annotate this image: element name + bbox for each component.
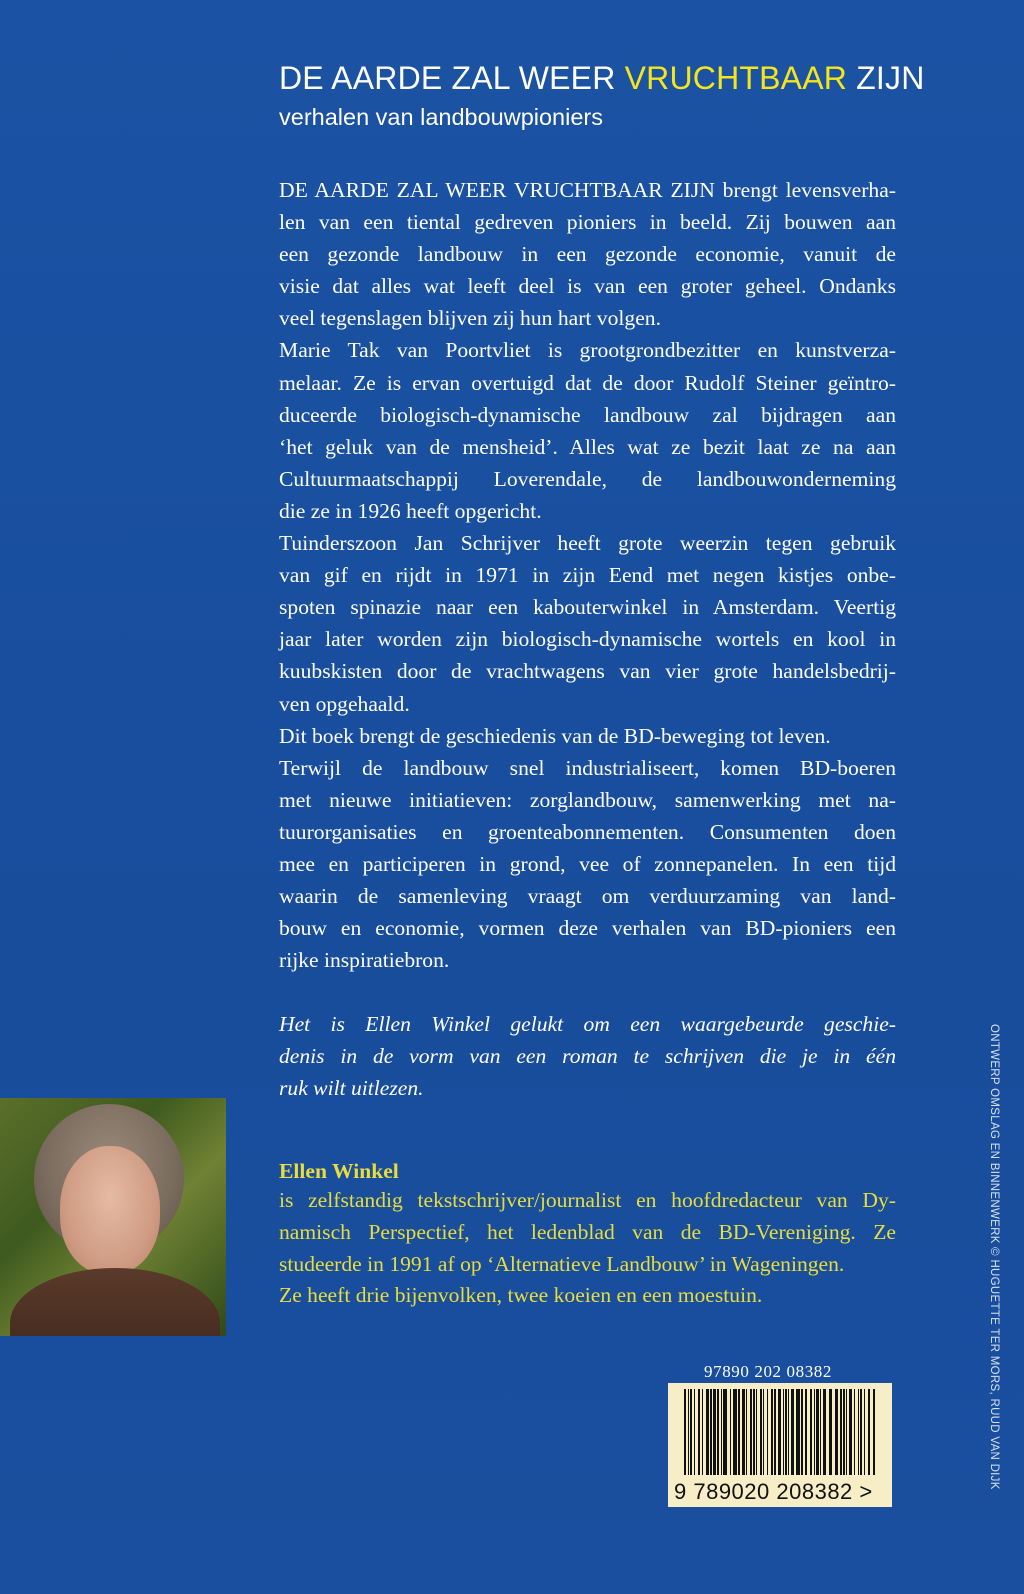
title-highlight: VRUCHTBAAR xyxy=(624,60,848,96)
barcode-bar xyxy=(823,1389,826,1475)
book-subtitle: verhalen van landbouwpioniers xyxy=(279,104,603,130)
barcode-bar xyxy=(730,1389,731,1475)
barcode-bar xyxy=(810,1389,812,1475)
bio-line: is zelfstandig tekstschrijver/journalist en hoofdredacteur van Dy- xyxy=(279,1188,896,1212)
barcode-bar xyxy=(814,1389,815,1475)
barcode-bar xyxy=(788,1389,789,1475)
blurb-line: DE AARDE ZAL WEER VRUCHTBAAR ZIJN brengt levensverha- xyxy=(279,178,896,202)
blurb-line: ven opgehaald. xyxy=(279,691,410,716)
barcode-bar xyxy=(829,1389,832,1475)
blurb-line: veel tegenslagen blijven zij hun hart volgen. xyxy=(279,306,661,331)
bio-line: studeerde in 1991 af op ‘Alternatieve Landbouw’ in Wageningen. xyxy=(279,1251,845,1276)
barcode-bar xyxy=(688,1389,689,1475)
barcode-bar xyxy=(710,1389,712,1475)
barcode-bar xyxy=(733,1389,737,1475)
blurb-line: waarin de samenleving vraagt om verduurzaming van land- xyxy=(279,884,896,909)
title-part1: DE AARDE ZAL WEER xyxy=(279,60,625,96)
barcode-bar xyxy=(835,1389,838,1475)
author-photo-face xyxy=(60,1146,160,1274)
barcode xyxy=(668,1383,892,1507)
barcode-bar xyxy=(771,1389,773,1475)
blurb-line: len van een tiental gedreven pioniers in beeld. Zij bouwen aan xyxy=(279,210,896,235)
blurb-line: spoten spinazie naar een kabouterwinkel in Amsterdam. Veertig xyxy=(279,595,896,620)
blurb-line: Tuinderszoon Jan Schrijver heeft grote weerzin tegen gebruik xyxy=(279,531,896,556)
blurb-line: die ze in 1926 heeft opgericht. xyxy=(279,498,542,523)
author-photo-sweater xyxy=(10,1268,220,1336)
book-title xyxy=(279,60,925,97)
quote-line: ruk wilt uitlezen. xyxy=(279,1076,424,1100)
barcode-isbn: 9 789020 208382 > xyxy=(674,1479,873,1504)
title-part2: ZIJN xyxy=(847,60,925,96)
barcode-bar xyxy=(721,1389,722,1475)
barcode-bar xyxy=(805,1389,807,1475)
barcode-bar xyxy=(767,1389,768,1475)
blurb-line: Terwijl de landbouw snel industrialiseert, komen BD-boeren xyxy=(279,755,896,780)
blurb-line: met nieuwe initiatieven: zorglandbouw, samenwerking met na- xyxy=(279,787,896,812)
blurb-line: kuubskisten door de vrachtwagens van vier grote handelsbedrij- xyxy=(279,659,896,684)
barcode-bar xyxy=(873,1389,875,1475)
barcode-bar xyxy=(756,1389,757,1475)
blurb-line: rijke inspiratiebron. xyxy=(279,948,450,973)
barcode-bar xyxy=(760,1389,762,1475)
author-photo xyxy=(0,1098,226,1336)
barcode-bar xyxy=(717,1389,719,1475)
barcode-bar xyxy=(783,1389,784,1475)
bio-line: Ze heeft drie bijenvolken, twee koeien en een moestuin. xyxy=(279,1283,763,1308)
blurb-line: ‘het geluk van de mensheid’. Alles wat ze bezit laat ze na aan xyxy=(279,434,896,459)
barcode-bar xyxy=(702,1389,703,1475)
barcode-bar xyxy=(868,1389,870,1475)
quote-line: Het is Ellen Winkel gelukt om een waargebeurde geschie- xyxy=(279,1012,896,1036)
blurb-line: duceerde biologisch-dynamische landbouw zal bijdragen aan xyxy=(279,402,896,427)
author-bio xyxy=(279,1185,896,1312)
blurb-line: jaar later worden zijn biologisch-dynamische wortels en kool in xyxy=(279,627,896,652)
barcode-bar xyxy=(750,1389,752,1475)
bio-line: namisch Perspectief, het ledenblad van de BD-Vereniging. Ze xyxy=(279,1219,896,1244)
barcode-bar xyxy=(694,1389,695,1475)
review-quote xyxy=(279,1008,896,1104)
barcode-bar xyxy=(723,1389,727,1475)
barcode-bar xyxy=(738,1389,740,1475)
blurb-line: Dit boek brengt de geschiedenis van de BD-beweging tot leven. xyxy=(279,723,831,748)
blurb-line: een gezonde landbouw in een gezonde economie, vanuit de xyxy=(279,242,896,267)
blurb-line: Cultuurmaatschappij Loverendale, de landbouwonderneming xyxy=(279,466,896,491)
blurb-line: melaar. Ze is ervan overtuigd dat de door Rudolf Steiner geïntro- xyxy=(279,370,896,395)
barcode-bar xyxy=(864,1389,865,1475)
design-credit: ONTWERP OMSLAG EN BINNENWERK © HUGUETTE TER MORS, RUUD VAN DIJK xyxy=(988,1024,1000,1490)
barcode-bar xyxy=(742,1389,745,1475)
barcode-bar xyxy=(698,1389,700,1475)
isbn-number: 97890 202 08382 xyxy=(704,1362,832,1381)
barcode-bar xyxy=(753,1389,755,1475)
blurb-text xyxy=(279,174,896,976)
barcode-bar xyxy=(774,1389,776,1475)
barcode-bar xyxy=(684,1389,686,1475)
blurb-line: tuurorganisaties en groenteabonnementen. Consumenten doen xyxy=(279,819,896,844)
barcode-bar xyxy=(816,1389,819,1475)
barcode-bar xyxy=(785,1389,787,1475)
barcode-bar xyxy=(690,1389,692,1475)
barcode-bar xyxy=(796,1389,800,1475)
barcode-bar xyxy=(820,1389,821,1475)
barcode-bar xyxy=(843,1389,845,1475)
blurb-line: mee en participeren in grond, vee of zonnepanelen. In een tijd xyxy=(279,851,896,876)
barcode-bar xyxy=(791,1389,794,1475)
barcode-bar xyxy=(763,1389,764,1475)
blurb-line: bouw en economie, vormen deze verhalen van BD-pioniers een xyxy=(279,916,896,941)
barcode-bar xyxy=(801,1389,803,1475)
barcode-bar xyxy=(746,1389,747,1475)
barcode-bar xyxy=(858,1389,859,1475)
barcode-bar xyxy=(778,1389,781,1475)
barcode-bar xyxy=(846,1389,847,1475)
barcode-bar xyxy=(849,1389,852,1475)
barcode-bar xyxy=(706,1389,709,1475)
barcode-bar xyxy=(860,1389,862,1475)
barcode-bar xyxy=(840,1389,842,1475)
blurb-line: Marie Tak van Poortvliet is grootgrondbezitter en kunstverza- xyxy=(279,338,896,363)
quote-line: denis in de vorm van een roman te schrijven die je in één xyxy=(279,1044,896,1068)
barcode-bar xyxy=(713,1389,716,1475)
author-name: Ellen Winkel xyxy=(279,1159,399,1183)
barcode-bars xyxy=(668,1383,892,1479)
blurb-line: van gif en rijdt in 1971 in zijn Eend met negen kistjes onbe- xyxy=(279,563,896,588)
blurb-line: visie dat alles wat leeft deel is van een groter geheel. Ondanks xyxy=(279,274,896,299)
barcode-bar xyxy=(854,1389,855,1475)
